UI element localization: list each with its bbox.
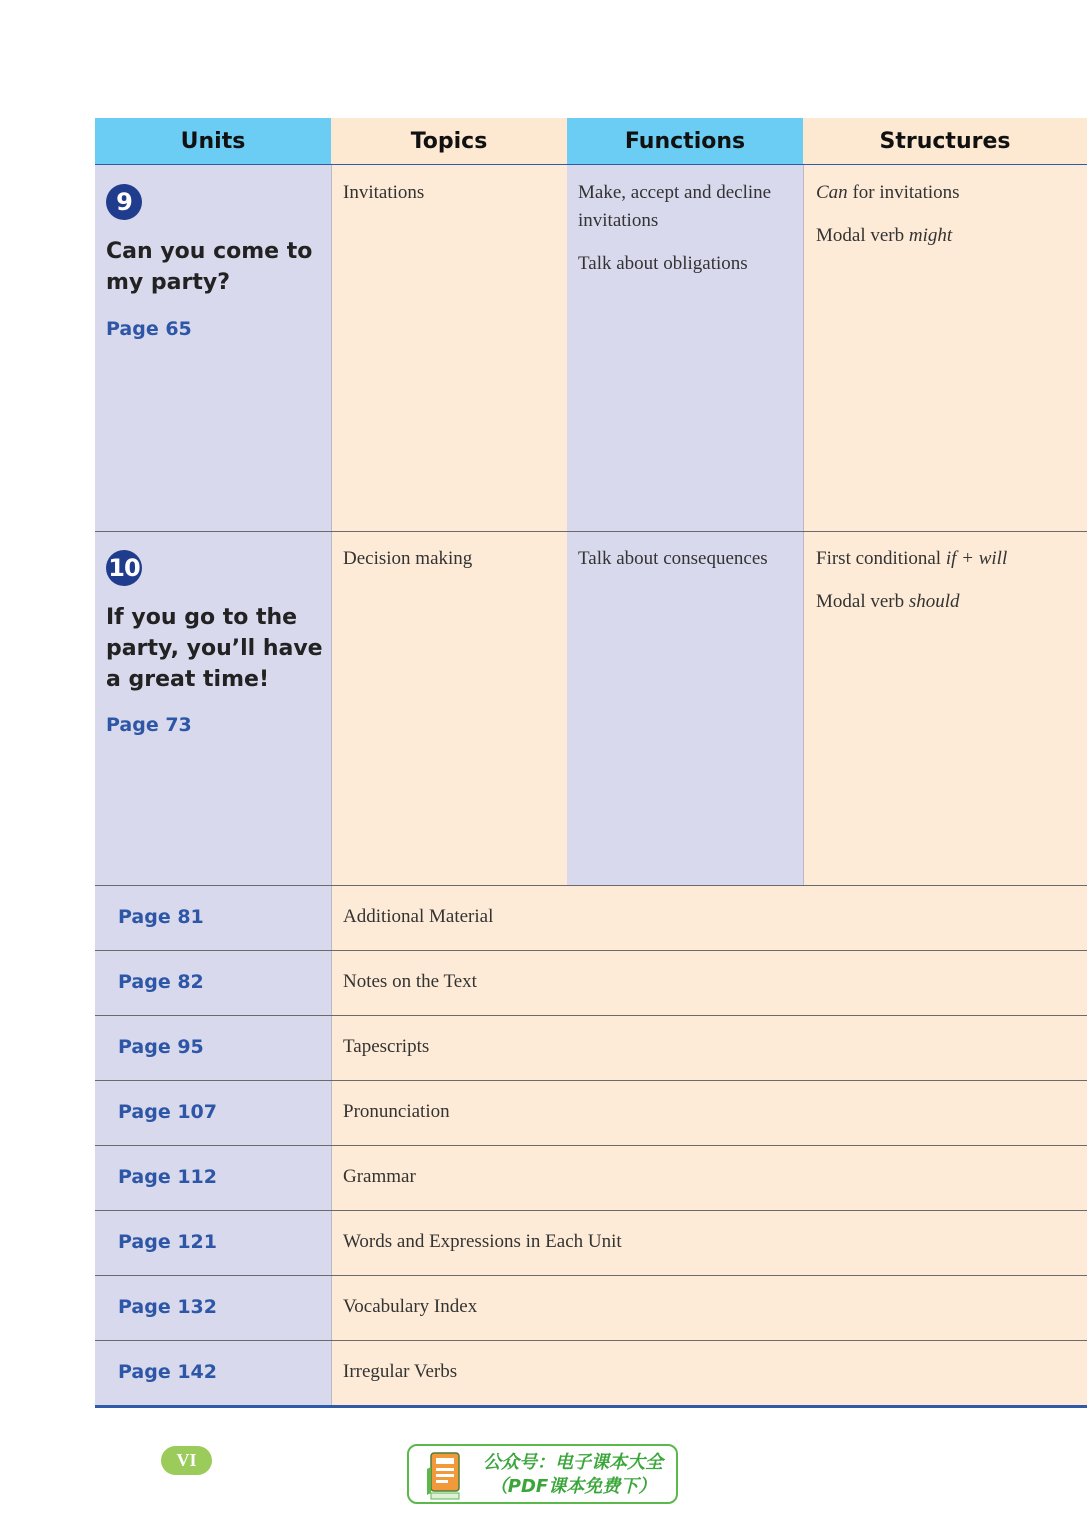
watermark-stamp [407,1444,678,1504]
unit-9-functions [567,165,803,531]
unit-page-link[interactable]: Page 65 [106,318,192,340]
appendix-page-link[interactable]: Page 112 [118,1166,217,1188]
structure-text [816,588,960,616]
header-units: Units [95,118,331,165]
appendix-label-cell [331,1146,1087,1210]
appendix-label-cell [331,1211,1087,1275]
appendix-page-link[interactable]: Page 95 [118,1036,204,1058]
structure-plain: for invitations [847,182,960,203]
function-text: Talk about obligations [578,253,748,274]
appendix-page-link[interactable]: Page 81 [118,906,204,928]
topic-text: Invitations [343,182,425,203]
stamp-text [473,1451,673,1499]
unit-title-line: Can you come to [106,239,313,264]
structure-italic: should [908,591,960,612]
topic-text: Decision making [343,548,473,569]
stamp-line: 公众号：电子课本大全 [483,1452,663,1473]
appendix-label: Grammar [343,1166,416,1187]
appendix-label: Irregular Verbs [343,1361,458,1382]
appendix-label-cell [331,1341,1087,1405]
table-bottom-rule [95,1405,1087,1408]
appendix-page-cell [95,1341,331,1405]
unit-10-topics [331,532,567,885]
function-text: Make, accept and decline invitations [578,182,772,231]
stamp-line: （PDF课本免费下） [489,1476,657,1497]
appendix-page-link[interactable]: Page 132 [118,1296,217,1318]
unit-page-link[interactable]: Page 73 [106,714,192,736]
unit-10-functions [567,532,803,885]
appendix-page-link[interactable]: Page 107 [118,1101,217,1123]
appendix-page-cell [95,1081,331,1145]
appendix-label-cell [331,1276,1087,1340]
unit-number-badge: 10 [106,550,142,586]
appendix-label-cell [331,1016,1087,1080]
unit-9-cell [95,165,331,531]
appendix-label: Pronunciation [343,1101,450,1122]
book-icon [425,1449,465,1501]
appendix-label: Additional Material [343,906,494,927]
unit-10-cell [95,532,331,885]
appendix-label-cell [331,951,1087,1015]
unit-title-line: party, you’ll have [106,636,323,661]
structure-text [816,545,1007,573]
structure-text [816,222,952,250]
header-structures: Structures [803,118,1087,165]
header-topics: Topics [331,118,567,165]
appendix-page-link[interactable]: Page 121 [118,1231,217,1253]
appendix-label-cell [331,886,1087,950]
unit-number-badge: 9 [106,184,142,220]
unit-title-line: If you go to the [106,605,298,630]
structure-italic: might [908,225,953,246]
unit-title-line: my party? [106,270,230,295]
structure-plain: First conditional [816,548,946,569]
appendix-page-cell [95,951,331,1015]
structure-plain: Modal verb [816,591,909,612]
appendix-label-cell [331,1081,1087,1145]
structure-italic: Can [816,182,848,203]
structure-text [816,179,960,207]
appendix-page-cell [95,1016,331,1080]
unit-title[interactable] [106,236,312,298]
unit-9-topics [331,165,567,531]
function-text: Talk about consequences [578,548,768,569]
unit-9-structures [803,165,1087,531]
appendix-page-cell [95,1211,331,1275]
appendix-page-cell [95,1146,331,1210]
appendix-label: Notes on the Text [343,971,477,992]
structure-italic: if + will [945,548,1008,569]
appendix-page-link[interactable]: Page 142 [118,1361,217,1383]
unit-title-line: a great time! [106,667,269,692]
page-number-badge: VI [161,1446,212,1475]
appendix-page-cell [95,1276,331,1340]
appendix-page-link[interactable]: Page 82 [118,971,204,993]
appendix-label: Tapescripts [343,1036,430,1057]
unit-10-structures [803,532,1087,885]
appendix-page-cell [95,886,331,950]
structure-plain: Modal verb [816,225,909,246]
appendix-label: Words and Expressions in Each Unit [343,1231,622,1252]
appendix-label: Vocabulary Index [343,1296,478,1317]
header-functions: Functions [567,118,803,165]
unit-title[interactable] [106,602,323,695]
